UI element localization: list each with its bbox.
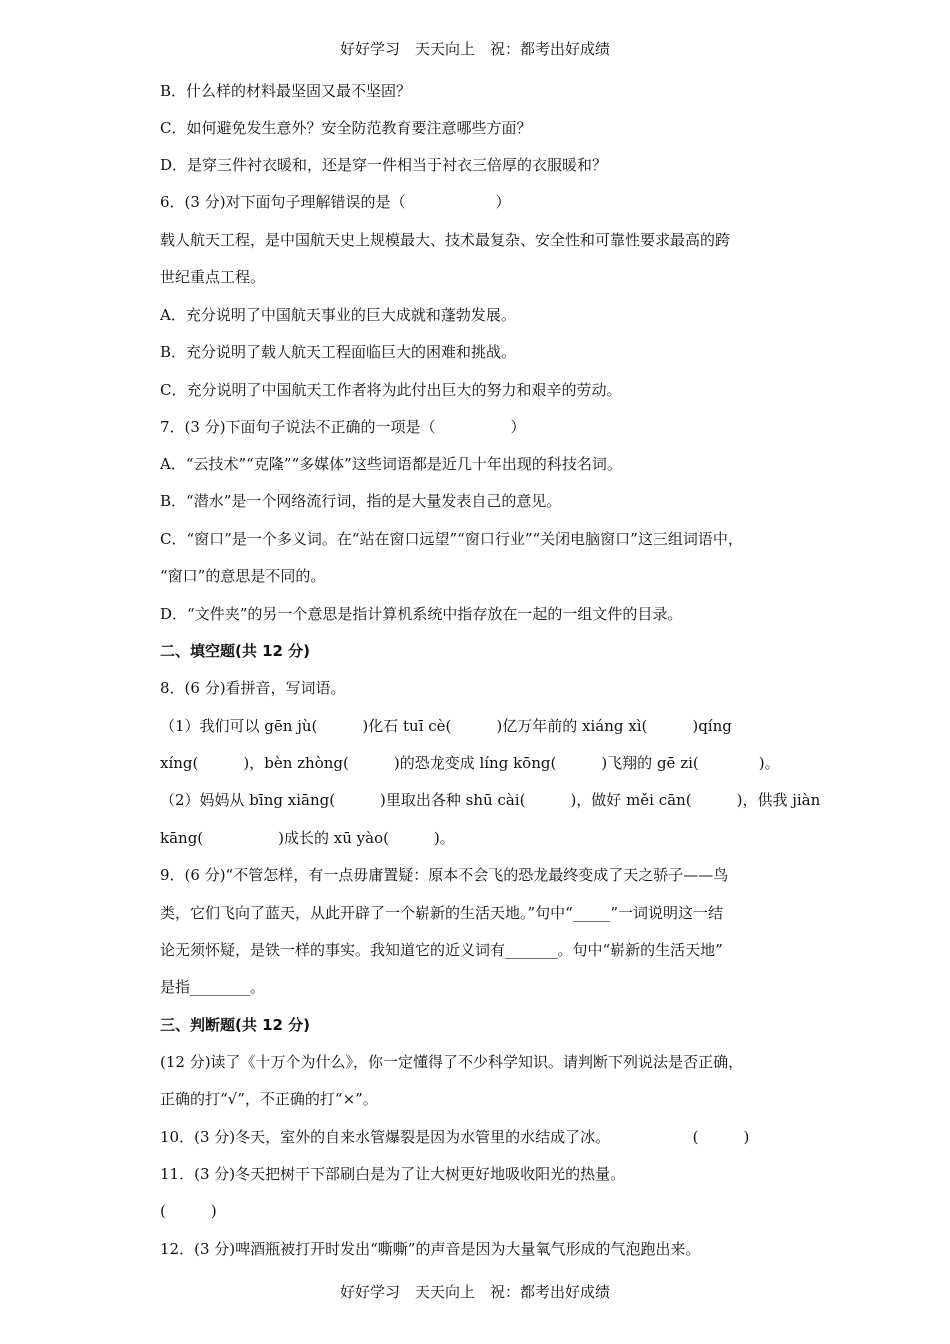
option-7d: D．“文件夹”的另一个意思是指计算机系统中指存放在一起的一组文件的目录。 — [160, 605, 683, 623]
question-11-answer-brackets: ( ) — [160, 1202, 217, 1220]
question-8-part-1-line-2: xíng( )，bèn zhòng( )的恐龙变成 líng kōng( )飞翔的 gē zi( )。 — [160, 754, 780, 772]
question-8: 8．(6 分)看拼音，写词语。 — [160, 679, 346, 697]
true-false-instructions-line-1: (12 分)读了《十万个为什么》，你一定懂得了不少科学知识。请判断下列说法是否正确， — [160, 1053, 744, 1071]
question-7: 7．(3 分)下面句子说法不正确的一项是（ ） — [160, 418, 526, 436]
option-6a: A．充分说明了中国航天事业的巨大成就和蓬勃发展。 — [160, 306, 516, 324]
question-9-line-3: 论无须怀疑，是铁一样的事实。我知道它的近义词有_______。句中“崭新的生活天地” — [160, 941, 723, 959]
question-6-sentence-1: 载人航天工程，是中国航天史上规模最大、技术最复杂、安全性和可靠性要求最高的跨 — [160, 231, 731, 249]
question-9-line-2: 类，它们飞向了蓝天，从此开辟了一个崭新的生活天地。”句中“_____”一词说明这一结 — [160, 904, 724, 922]
option-6b: B．充分说明了载人航天工程面临巨大的困难和挑战。 — [160, 343, 517, 361]
option-5d: D．是穿三件衬衣暖和，还是穿一件相当于衬衣三倍厚的衣服暖和？ — [160, 156, 608, 174]
section-heading-fill-in: 二、填空题(共 12 分) — [160, 642, 311, 660]
option-7c-line-2: “窗口”的意思是不同的。 — [160, 567, 326, 585]
option-7a: A．“云技术”“克隆”“多媒体”这些词语都是近几十年出现的科技名词。 — [160, 455, 622, 473]
option-7b: B．“潜水”是一个网络流行词，指的是大量发表自己的意见。 — [160, 492, 562, 510]
question-10: 10．(3 分)冬天，室外的自来水管爆裂是因为水管里的水结成了冰。 ( ) — [160, 1128, 750, 1146]
question-8-part-1-line-1: （1）我们可以 gēn jù( )化石 tuī cè( )亿万年前的 xiáng xì( )qíng — [160, 717, 732, 735]
option-6c: C．充分说明了中国航天工作者将为此付出巨大的努力和艰辛的劳动。 — [160, 381, 622, 399]
question-8-part-2-line-1: （2）妈妈从 bīng xiāng( )里取出各种 shū cài( )，做好 měi cān( )，供我 jiàn — [160, 791, 821, 809]
question-9-line-4: 是指________。 — [160, 978, 266, 996]
option-5b: B．什么样的材料最坚固又最不坚固？ — [160, 82, 412, 100]
true-false-instructions-line-2: 正确的打“√”，不正确的打“×”。 — [160, 1090, 378, 1108]
question-11: 11．(3 分)冬天把树干下部刷白是为了让大树更好地吸收阳光的热量。 — [160, 1165, 626, 1183]
question-6-sentence-2: 世纪重点工程。 — [160, 268, 266, 286]
question-12: 12．(3 分)啤酒瓶被打开时发出“嘶嘶”的声音是因为大量氧气形成的气泡跑出来。 — [160, 1240, 701, 1258]
page-footer: 好好学习 天天向上 祝：都考出好成绩 — [339, 1283, 610, 1301]
option-7c-line-1: C．“窗口”是一个多义词。在“站在窗口远望”“窗口行业”“关闭电脑窗口”这三组词语中， — [160, 530, 743, 548]
question-6: 6．(3 分)对下面句子理解错误的是（ ） — [160, 193, 511, 211]
question-8-part-2-line-2: kāng( )成长的 xū yào( )。 — [160, 829, 455, 847]
page-header: 好好学习 天天向上 祝：都考出好成绩 — [339, 40, 610, 58]
option-5c: C．如何避免发生意外？安全防范教育要注意哪些方面？ — [160, 119, 532, 137]
section-heading-true-false: 三、判断题(共 12 分) — [160, 1016, 311, 1034]
question-9-line-1: 9．(6 分)“不管怎样，有一点毋庸置疑：原本不会飞的恐龙最终变成了天之骄子——鸟 — [160, 866, 729, 884]
